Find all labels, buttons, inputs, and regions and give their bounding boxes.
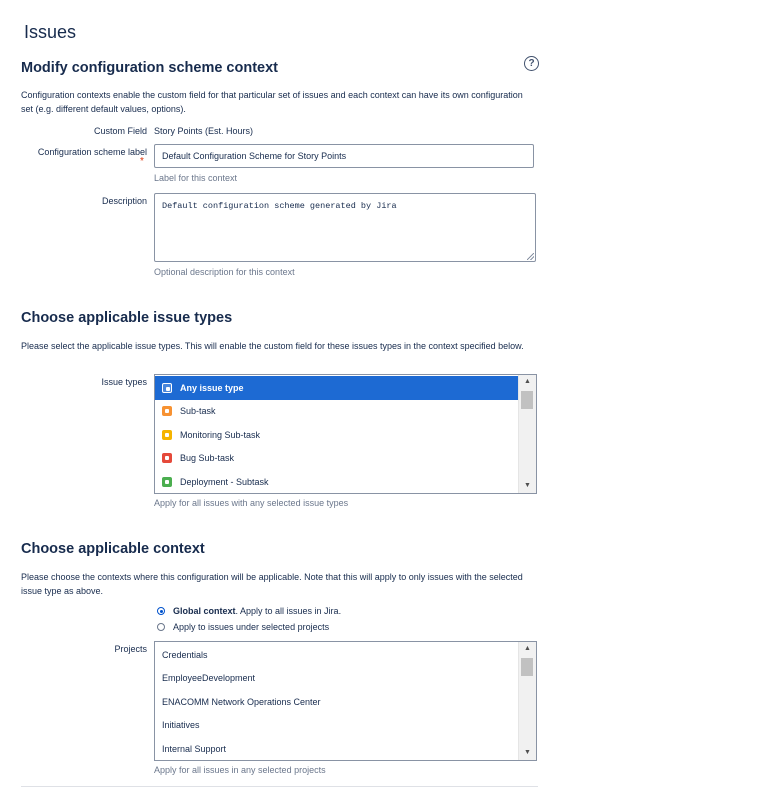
any-issue-type-icon (162, 383, 172, 393)
projects-label: Projects (114, 644, 147, 654)
selected-projects-label: Apply to issues under selected projects (173, 622, 330, 632)
intro-text: Configuration contexts enable the custom field for that particular set of issues and each context can have its own configuration set (e.g. different default values, options). (21, 90, 523, 114)
project-option[interactable]: EmployeeDevelopment (162, 673, 256, 684)
issue-type-label: Sub-task (180, 406, 216, 417)
help-icon[interactable]: ? (524, 56, 539, 71)
issue-types-hint: Apply for all issues with any selected issue types (154, 498, 349, 508)
scroll-up-icon[interactable]: ▲ (524, 645, 531, 652)
section-title-modify: Modify configuration scheme context (21, 60, 278, 76)
issue-type-label: Any issue type (180, 382, 244, 393)
issue-type-label: Monitoring Sub-task (180, 429, 261, 440)
projects-listbox[interactable] (154, 641, 537, 761)
selected-projects-radio[interactable] (157, 623, 165, 631)
project-option[interactable]: Initiatives (162, 720, 200, 731)
issue-type-label: Deployment - Subtask (180, 476, 269, 487)
custom-field-label: Custom Field (93, 126, 147, 136)
global-context-radio[interactable] (157, 607, 165, 615)
required-marker: * (140, 156, 144, 167)
section-title-issue-types: Choose applicable issue types (21, 310, 233, 326)
projects-hint: Apply for all issues in any selected projects (154, 765, 326, 775)
issue-type-label: Bug Sub-task (180, 453, 235, 464)
projects-scrollbar[interactable] (518, 642, 536, 760)
description-label: Description (101, 196, 147, 206)
issue-types-intro: Please select the applicable issue types. This will enable the custom field for these issues types in the context specified below. (21, 341, 524, 351)
issue-type-option[interactable] (155, 470, 519, 494)
subtask-icon (162, 406, 172, 416)
issue-types-label: Issue types (101, 377, 147, 387)
issue-type-option[interactable] (155, 447, 519, 471)
description-hint: Optional description for this context (154, 267, 295, 277)
bug-subtask-icon (162, 453, 172, 463)
monitoring-subtask-icon (162, 430, 172, 440)
scroll-down-icon[interactable]: ▼ (524, 749, 531, 756)
issue-types-scrollbar[interactable] (518, 375, 536, 493)
scheme-label-label: Configuration scheme label (37, 147, 147, 157)
global-context-label: Global context (173, 606, 236, 616)
scroll-up-icon[interactable]: ▲ (524, 378, 531, 385)
issue-type-option[interactable] (155, 423, 519, 447)
custom-field-value: Story Points (Est. Hours) (154, 126, 254, 136)
scroll-thumb[interactable] (521, 658, 533, 676)
project-option[interactable]: Internal Support (162, 743, 227, 754)
section-title-context: Choose applicable context (21, 541, 205, 557)
issue-type-option[interactable] (155, 376, 519, 400)
global-context-radio-row[interactable] (157, 606, 341, 616)
scroll-thumb[interactable] (521, 391, 533, 409)
scheme-label-input[interactable]: Default Configuration Scheme for Story Points (154, 144, 534, 168)
description-value: Default configuration scheme generated by Jira (162, 201, 397, 211)
issue-type-option[interactable] (155, 400, 519, 424)
project-option[interactable]: ENACOMM Network Operations Center (162, 696, 321, 707)
scroll-down-icon[interactable]: ▼ (524, 482, 531, 489)
resize-grip-icon[interactable] (527, 253, 534, 260)
issue-types-listbox[interactable] (154, 374, 537, 494)
context-intro: Please choose the contexts where this configuration will be applicable. Note that this will apply to only issues with the selected issue type as above. (21, 572, 523, 596)
page-title: Issues (24, 22, 77, 42)
global-context-desc: . Apply to all issues in Jira. (235, 606, 342, 616)
selected-projects-radio-row[interactable] (157, 622, 329, 632)
project-option[interactable]: Credentials (162, 649, 208, 660)
divider (21, 786, 538, 787)
deployment-subtask-icon (162, 477, 172, 487)
scheme-label-hint: Label for this context (154, 173, 238, 183)
description-textarea[interactable] (154, 193, 536, 262)
